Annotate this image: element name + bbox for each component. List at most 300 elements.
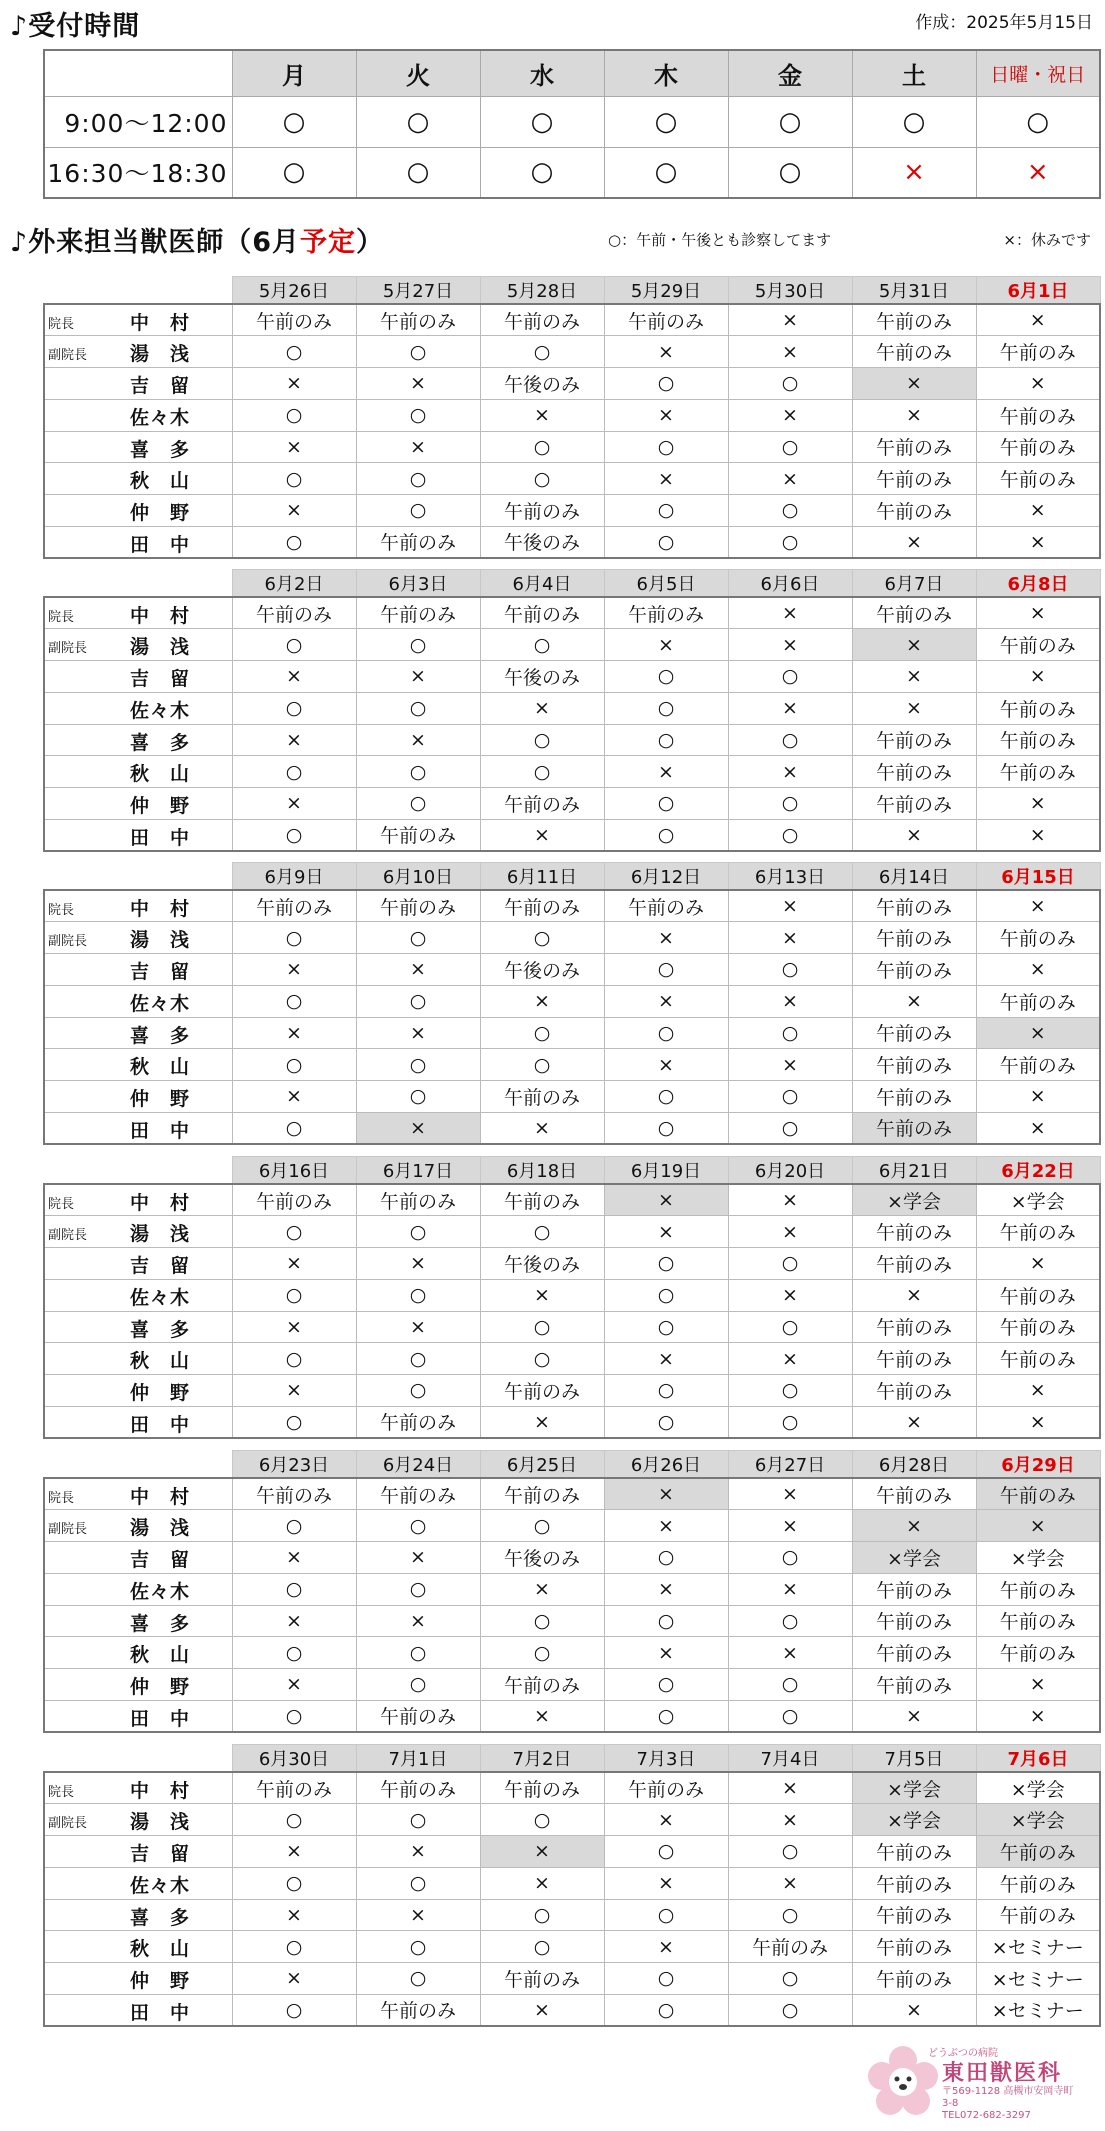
schedule-cell: 午前のみ bbox=[728, 1931, 852, 1963]
schedule-cell: ○ bbox=[728, 724, 852, 756]
schedule-cell: ○ bbox=[480, 1049, 604, 1081]
doctor-name-cell bbox=[44, 495, 232, 527]
date-header: 6月20日 bbox=[728, 1157, 852, 1185]
doctor-name-cell bbox=[44, 336, 232, 368]
date-header: 6月14日 bbox=[852, 863, 976, 891]
date-header-row bbox=[44, 1451, 1100, 1479]
schedule-cell: ○ bbox=[232, 1510, 356, 1542]
doctor-name: 湯 浅 bbox=[130, 1223, 191, 1246]
schedule-cell: ○ bbox=[232, 336, 356, 368]
doctor-name-cell bbox=[44, 431, 232, 463]
schedule-cell: × bbox=[728, 1804, 852, 1836]
doctor-row bbox=[44, 661, 1100, 693]
date-header: 5月26日 bbox=[232, 277, 356, 305]
date-header: 6月9日 bbox=[232, 863, 356, 891]
doctor-name: 田 中 bbox=[130, 1119, 191, 1142]
schedule-cell: × bbox=[728, 890, 852, 922]
schedule-cell: ○ bbox=[480, 1311, 604, 1343]
doctor-name: 田 中 bbox=[130, 533, 191, 556]
doctor-name-cell bbox=[44, 954, 232, 986]
schedule-cell: × bbox=[232, 954, 356, 986]
schedule-cell: 午前のみ bbox=[852, 304, 976, 336]
doctor-name-cell bbox=[44, 1112, 232, 1144]
schedule-cell: 午前のみ bbox=[976, 1343, 1100, 1375]
hours-cell: ○ bbox=[356, 147, 480, 198]
schedule-cell: ○ bbox=[356, 922, 480, 954]
schedule-cell: × bbox=[232, 1605, 356, 1637]
doctor-name-cell bbox=[44, 629, 232, 661]
doctor-row bbox=[44, 1049, 1100, 1081]
schedule-cell: × bbox=[480, 1836, 604, 1868]
doctor-name: 吉 留 bbox=[130, 1255, 191, 1277]
schedule-cell: 午前のみ bbox=[232, 1772, 356, 1804]
doctor-name: 喜 多 bbox=[130, 438, 191, 461]
schedule-cell: ○ bbox=[728, 1700, 852, 1732]
schedule-cell: × bbox=[728, 1637, 852, 1669]
date-header: 5月28日 bbox=[480, 277, 604, 305]
schedule-cell: ○ bbox=[356, 1637, 480, 1669]
doctor-role: 副院長 bbox=[48, 641, 88, 657]
doctor-row bbox=[44, 1248, 1100, 1280]
doctor-role: 副院長 bbox=[48, 1228, 88, 1244]
sunday-date-header: 6月15日 bbox=[976, 863, 1100, 891]
schedule-cell: ○ bbox=[728, 1248, 852, 1280]
schedule-cell: 午前のみ bbox=[480, 1963, 604, 1995]
schedule-cell: ○ bbox=[728, 1375, 852, 1407]
schedule-cell: 午前のみ bbox=[356, 1478, 480, 1510]
doctor-row bbox=[44, 1700, 1100, 1732]
doctor-row bbox=[44, 1963, 1100, 1995]
schedule-cell: × bbox=[852, 526, 976, 558]
schedule-cell: ○ bbox=[356, 1963, 480, 1995]
schedule-cell: 午前のみ bbox=[976, 1049, 1100, 1081]
schedule-cell: × bbox=[728, 756, 852, 788]
date-header: 7月4日 bbox=[728, 1745, 852, 1773]
schedule-cell: × bbox=[604, 336, 728, 368]
doctor-name-cell bbox=[44, 788, 232, 820]
date-header-row bbox=[44, 570, 1100, 598]
doctor-name: 喜 多 bbox=[130, 1318, 191, 1341]
doctor-name-cell bbox=[44, 1994, 232, 2026]
schedule-cell: × bbox=[976, 597, 1100, 629]
schedule-cell: × bbox=[356, 1899, 480, 1931]
doctor-name: 中 村 bbox=[130, 1780, 191, 1802]
schedule-cell: × bbox=[976, 1112, 1100, 1144]
schedule-cell: 午前のみ bbox=[852, 495, 976, 527]
week-table bbox=[43, 1156, 1101, 1439]
schedule-cell: ×学会 bbox=[852, 1772, 976, 1804]
doctor-name: 仲 野 bbox=[130, 1382, 191, 1404]
doctor-role: 院長 bbox=[48, 317, 75, 332]
time-slot: 16:30～18:30 bbox=[44, 147, 232, 198]
schedule-cell: ○ bbox=[728, 1081, 852, 1113]
schedule-cell: × bbox=[604, 1343, 728, 1375]
schedule-cell: ○ bbox=[604, 1963, 728, 1995]
hours-cell: ○ bbox=[480, 96, 604, 147]
schedule-cell: × bbox=[976, 1017, 1100, 1049]
schedule-cell: ○ bbox=[480, 756, 604, 788]
schedule-cell: ○ bbox=[604, 1669, 728, 1701]
schedule-cell: 午前のみ bbox=[852, 597, 976, 629]
schedule-cell: ○ bbox=[604, 1248, 728, 1280]
doctor-name-cell bbox=[44, 1836, 232, 1868]
doctor-row bbox=[44, 1112, 1100, 1144]
schedule-cell: ×セミナー bbox=[976, 1994, 1100, 2026]
date-header: 7月1日 bbox=[356, 1745, 480, 1773]
schedule-cell: ○ bbox=[356, 1343, 480, 1375]
schedule-cell: ○ bbox=[480, 1017, 604, 1049]
schedule-cell: 午前のみ bbox=[852, 1311, 976, 1343]
schedule-cell: × bbox=[232, 1081, 356, 1113]
schedule-cell: × bbox=[852, 399, 976, 431]
schedule-cell: ×学会 bbox=[976, 1542, 1100, 1574]
schedule-cell: 午前のみ bbox=[852, 1248, 976, 1280]
doctor-name-cell bbox=[44, 1510, 232, 1542]
date-header-row bbox=[44, 1157, 1100, 1185]
doctor-name-cell bbox=[44, 985, 232, 1017]
date-header: 6月26日 bbox=[604, 1451, 728, 1479]
schedule-cell: ○ bbox=[604, 788, 728, 820]
hours-cell: ○ bbox=[728, 96, 852, 147]
schedule-cell: ○ bbox=[356, 463, 480, 495]
schedule-cell: ○ bbox=[356, 1573, 480, 1605]
legend-x: ×：休みです bbox=[1003, 231, 1091, 249]
doctor-row bbox=[44, 1375, 1100, 1407]
schedule-cell: ○ bbox=[356, 1279, 480, 1311]
schedule-cell: ○ bbox=[604, 1375, 728, 1407]
doctor-row bbox=[44, 756, 1100, 788]
schedule-cell: 午前のみ bbox=[976, 1311, 1100, 1343]
doctor-name: 吉 留 bbox=[130, 375, 191, 397]
schedule-cell: × bbox=[728, 1478, 852, 1510]
doctor-name-cell bbox=[44, 1216, 232, 1248]
doctor-row bbox=[44, 526, 1100, 558]
schedule-cell: ○ bbox=[232, 1931, 356, 1963]
schedule-cell: × bbox=[232, 1311, 356, 1343]
doctor-row bbox=[44, 1931, 1100, 1963]
schedule-cell: × bbox=[604, 399, 728, 431]
doctor-row bbox=[44, 1343, 1100, 1375]
schedule-cell: × bbox=[604, 1637, 728, 1669]
schedule-cell: ○ bbox=[232, 1406, 356, 1438]
doctor-name-cell bbox=[44, 1184, 232, 1216]
schedule-cell: 午前のみ bbox=[480, 597, 604, 629]
schedule-cell: 午前のみ bbox=[852, 1081, 976, 1113]
doctor-name: 田 中 bbox=[130, 826, 191, 849]
schedule-cell: × bbox=[852, 368, 976, 400]
schedule-cell: × bbox=[728, 985, 852, 1017]
doctor-row bbox=[44, 1311, 1100, 1343]
doctor-row bbox=[44, 692, 1100, 724]
date-header: 6月10日 bbox=[356, 863, 480, 891]
doctor-name: 仲 野 bbox=[130, 502, 191, 524]
created-date: 作成：2025年5月15日 bbox=[915, 13, 1093, 33]
sunday-date-header: 6月8日 bbox=[976, 570, 1100, 598]
schedule-cell: ○ bbox=[728, 1112, 852, 1144]
schedule-cell: × bbox=[728, 629, 852, 661]
schedule-cell: × bbox=[604, 1573, 728, 1605]
schedule-cell: × bbox=[232, 1899, 356, 1931]
schedule-cell: × bbox=[232, 661, 356, 693]
schedule-cell: ○ bbox=[232, 819, 356, 851]
doctor-row bbox=[44, 788, 1100, 820]
schedule-cell: × bbox=[728, 1184, 852, 1216]
doctor-name: 喜 多 bbox=[130, 1024, 191, 1047]
doctor-name-cell bbox=[44, 1573, 232, 1605]
schedule-cell: 午前のみ bbox=[480, 1669, 604, 1701]
doctor-name: 吉 留 bbox=[130, 1549, 191, 1571]
doctor-name: 吉 留 bbox=[130, 668, 191, 690]
clinic-name: 東田獣医科 bbox=[942, 2061, 1063, 2086]
schedule-cell: 午前のみ bbox=[232, 1478, 356, 1510]
schedule-cell: × bbox=[232, 368, 356, 400]
schedule-cell: ○ bbox=[728, 661, 852, 693]
schedule-cell: × bbox=[728, 399, 852, 431]
schedule-cell: ○ bbox=[604, 819, 728, 851]
schedule-cell: × bbox=[728, 1867, 852, 1899]
doctor-name-cell bbox=[44, 1248, 232, 1280]
schedule-cell: 午前のみ bbox=[976, 1478, 1100, 1510]
schedule-cell: × bbox=[604, 1804, 728, 1836]
schedule-cell: × bbox=[480, 1867, 604, 1899]
sunday-date-header: 6月22日 bbox=[976, 1157, 1100, 1185]
schedule-cell: ×セミナー bbox=[976, 1931, 1100, 1963]
date-header: 6月3日 bbox=[356, 570, 480, 598]
schedule-cell: 午前のみ bbox=[852, 1375, 976, 1407]
schedule-cell: × bbox=[728, 1279, 852, 1311]
schedule-cell: 午前のみ bbox=[356, 819, 480, 851]
corner-cell bbox=[44, 1745, 232, 1773]
time-slot: 9:00～12:00 bbox=[44, 96, 232, 147]
schedule-cell: × bbox=[976, 526, 1100, 558]
doctor-row bbox=[44, 1804, 1100, 1836]
schedule-cell: ○ bbox=[356, 336, 480, 368]
schedule-cell: × bbox=[728, 692, 852, 724]
schedule-cell: ○ bbox=[604, 1081, 728, 1113]
schedule-cell: 午前のみ bbox=[604, 597, 728, 629]
doctor-name: 佐々木 bbox=[130, 1580, 191, 1603]
schedule-cell: ○ bbox=[728, 1899, 852, 1931]
doctor-row bbox=[44, 1899, 1100, 1931]
schedule-cell: 午前のみ bbox=[852, 1637, 976, 1669]
doctor-name-cell bbox=[44, 890, 232, 922]
doctor-name-cell bbox=[44, 1017, 232, 1049]
section-title-suffix: ） bbox=[356, 227, 385, 258]
schedule-cell: × bbox=[728, 1772, 852, 1804]
schedule-cell: × bbox=[604, 629, 728, 661]
doctor-row bbox=[44, 985, 1100, 1017]
schedule-cell: ○ bbox=[480, 1931, 604, 1963]
doctor-row bbox=[44, 1669, 1100, 1701]
schedule-cell: × bbox=[976, 1510, 1100, 1542]
doctor-name: 中 村 bbox=[130, 898, 191, 920]
schedule-cell: ○ bbox=[728, 368, 852, 400]
schedule-cell: 午後のみ bbox=[480, 526, 604, 558]
schedule-cell: ○ bbox=[480, 629, 604, 661]
schedule-cell: ○ bbox=[232, 985, 356, 1017]
schedule-cell: ○ bbox=[232, 1804, 356, 1836]
schedule-cell: 午前のみ bbox=[480, 1772, 604, 1804]
schedule-cell: × bbox=[852, 985, 976, 1017]
date-header: 6月13日 bbox=[728, 863, 852, 891]
doctor-name: 中 村 bbox=[130, 605, 191, 627]
date-header-row bbox=[44, 277, 1100, 305]
schedule-cell: 午前のみ bbox=[976, 431, 1100, 463]
schedule-cell: × bbox=[852, 1279, 976, 1311]
hours-cell: ○ bbox=[604, 147, 728, 198]
doctor-name-cell bbox=[44, 724, 232, 756]
schedule-cell: × bbox=[604, 1049, 728, 1081]
schedule-cell: ○ bbox=[480, 431, 604, 463]
doctor-row bbox=[44, 954, 1100, 986]
doctor-row bbox=[44, 1605, 1100, 1637]
schedule-cell: 午前のみ bbox=[480, 1478, 604, 1510]
schedule-cell: ○ bbox=[728, 954, 852, 986]
schedule-cell: × bbox=[976, 1081, 1100, 1113]
doctor-row bbox=[44, 922, 1100, 954]
page-title: ♪受付時間 bbox=[10, 11, 141, 42]
schedule-cell: ○ bbox=[356, 1804, 480, 1836]
schedule-cell: ×学会 bbox=[976, 1772, 1100, 1804]
doctor-name: 喜 多 bbox=[130, 1612, 191, 1635]
schedule-cell: ○ bbox=[232, 1994, 356, 2026]
schedule-cell: ○ bbox=[232, 1573, 356, 1605]
doctor-name: 秋 山 bbox=[130, 1056, 191, 1079]
doctor-row bbox=[44, 1772, 1100, 1804]
schedule-cell: ○ bbox=[232, 922, 356, 954]
date-header: 6月17日 bbox=[356, 1157, 480, 1185]
schedule-cell: × bbox=[480, 1279, 604, 1311]
doctor-role: 院長 bbox=[48, 903, 75, 918]
schedule-cell: × bbox=[976, 1669, 1100, 1701]
doctor-role: 院長 bbox=[48, 1785, 75, 1800]
schedule-cell: ○ bbox=[232, 1867, 356, 1899]
schedule-cell: ○ bbox=[604, 1836, 728, 1868]
schedule-cell: × bbox=[728, 1343, 852, 1375]
schedule-cell: ○ bbox=[728, 1994, 852, 2026]
schedule-cell: ○ bbox=[480, 1510, 604, 1542]
date-header: 6月28日 bbox=[852, 1451, 976, 1479]
doctor-row bbox=[44, 304, 1100, 336]
schedule-cell: ○ bbox=[232, 1637, 356, 1669]
doctor-name: 秋 山 bbox=[130, 1644, 191, 1667]
doctor-name: 秋 山 bbox=[130, 763, 191, 786]
schedule-cell: × bbox=[728, 463, 852, 495]
schedule-cell: × bbox=[852, 1406, 976, 1438]
date-header: 5月27日 bbox=[356, 277, 480, 305]
schedule-cell: × bbox=[480, 819, 604, 851]
schedule-cell: × bbox=[356, 368, 480, 400]
doctor-row bbox=[44, 1478, 1100, 1510]
schedule-cell: 午前のみ bbox=[976, 399, 1100, 431]
hours-cell: ○ bbox=[232, 147, 356, 198]
schedule-cell: ○ bbox=[232, 692, 356, 724]
schedule-cell: 午前のみ bbox=[976, 1279, 1100, 1311]
weekday-header: 水 bbox=[480, 50, 604, 96]
schedule-cell: ○ bbox=[604, 431, 728, 463]
schedule-cell: 午前のみ bbox=[480, 1375, 604, 1407]
doctor-name-cell bbox=[44, 1637, 232, 1669]
clinic-tel: TEL072-682-3297 bbox=[942, 2110, 1031, 2121]
sunday-date-header: 7月6日 bbox=[976, 1745, 1100, 1773]
doctor-row bbox=[44, 724, 1100, 756]
doctor-name: 佐々木 bbox=[130, 1874, 191, 1897]
doctor-name: 佐々木 bbox=[130, 992, 191, 1015]
schedule-cell: 午前のみ bbox=[480, 1081, 604, 1113]
doctor-role: 副院長 bbox=[48, 348, 88, 364]
schedule-cell: ○ bbox=[232, 1216, 356, 1248]
schedule-cell: × bbox=[976, 819, 1100, 851]
schedule-cell: ○ bbox=[728, 1669, 852, 1701]
schedule-cell: ○ bbox=[480, 724, 604, 756]
schedule-cell: 午前のみ bbox=[852, 336, 976, 368]
doctor-name: 湯 浅 bbox=[130, 929, 191, 952]
schedule-cell: 午後のみ bbox=[480, 954, 604, 986]
schedule-cell: ○ bbox=[356, 1669, 480, 1701]
schedule-cell: × bbox=[356, 431, 480, 463]
schedule-cell: × bbox=[232, 1669, 356, 1701]
schedule-cell: ○ bbox=[728, 1311, 852, 1343]
schedule-cell: ○ bbox=[232, 1049, 356, 1081]
schedule-cell: 午前のみ bbox=[976, 724, 1100, 756]
doctor-role: 院長 bbox=[48, 1197, 75, 1212]
doctor-role: 副院長 bbox=[48, 1522, 88, 1538]
section-title-red: 予定 bbox=[300, 227, 357, 258]
doctor-name: 秋 山 bbox=[130, 1350, 191, 1373]
schedule-cell: 午前のみ bbox=[852, 756, 976, 788]
schedule-cell: 午前のみ bbox=[852, 922, 976, 954]
schedule-cell: 午前のみ bbox=[852, 1899, 976, 1931]
doctor-name-cell bbox=[44, 368, 232, 400]
doctor-row bbox=[44, 1406, 1100, 1438]
schedule-cell: × bbox=[728, 1049, 852, 1081]
schedule-cell: × bbox=[480, 1112, 604, 1144]
schedule-cell: × bbox=[604, 463, 728, 495]
schedule-cell: ○ bbox=[232, 399, 356, 431]
schedule-cell: × bbox=[728, 1510, 852, 1542]
schedule-cell: × bbox=[728, 1573, 852, 1605]
doctor-name-cell bbox=[44, 819, 232, 851]
schedule-cell: × bbox=[480, 399, 604, 431]
doctor-row bbox=[44, 336, 1100, 368]
schedule-cell: ○ bbox=[356, 1931, 480, 1963]
schedule-cell: × bbox=[976, 890, 1100, 922]
schedule-cell: × bbox=[232, 431, 356, 463]
date-header-row bbox=[44, 863, 1100, 891]
sunday-date-header: 6月1日 bbox=[976, 277, 1100, 305]
hours-cell: ○ bbox=[976, 96, 1100, 147]
schedule-cell: 午前のみ bbox=[852, 1931, 976, 1963]
clinic-address bbox=[942, 2086, 1080, 2122]
schedule-cell: × bbox=[232, 1248, 356, 1280]
schedule-cell: × bbox=[232, 1963, 356, 1995]
schedule-cell: ○ bbox=[480, 463, 604, 495]
schedule-cell: 午前のみ bbox=[976, 692, 1100, 724]
schedule-cell: 午前のみ bbox=[480, 788, 604, 820]
schedule-cell: ○ bbox=[604, 1112, 728, 1144]
doctor-row bbox=[44, 1867, 1100, 1899]
schedule-cell: × bbox=[356, 1605, 480, 1637]
schedule-cell: × bbox=[604, 1931, 728, 1963]
schedule-cell: ○ bbox=[356, 399, 480, 431]
weekday-header: 金 bbox=[728, 50, 852, 96]
doctor-name-cell bbox=[44, 1867, 232, 1899]
schedule-cell: 午前のみ bbox=[976, 336, 1100, 368]
schedule-cell: × bbox=[604, 922, 728, 954]
schedule-cell: 午後のみ bbox=[480, 661, 604, 693]
doctor-name-cell bbox=[44, 1772, 232, 1804]
hours-cell: ○ bbox=[232, 96, 356, 147]
